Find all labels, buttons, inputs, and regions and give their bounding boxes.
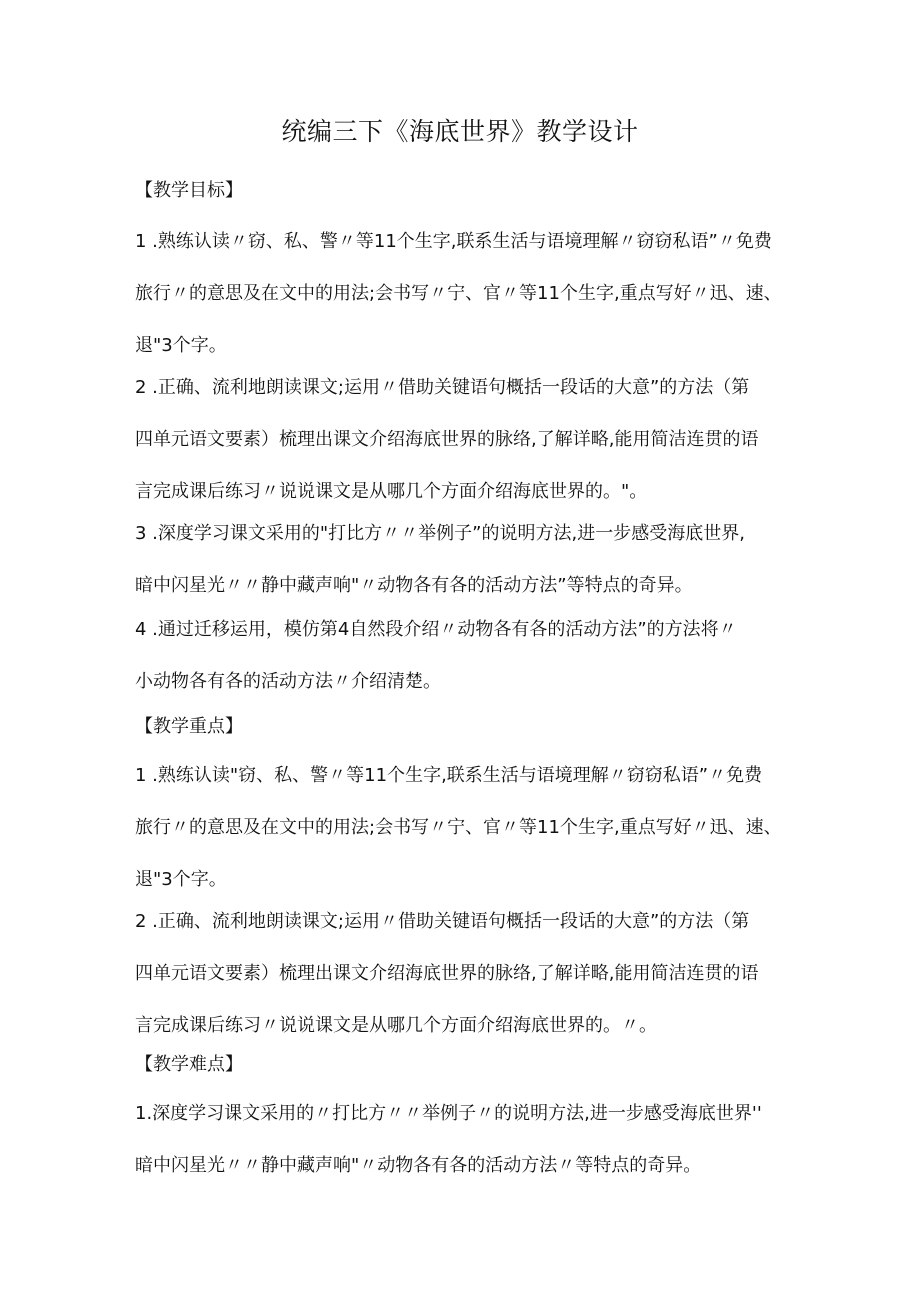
text-line: 言完成课后练习〃说说课文是从哪几个方面介绍海底世界的。〃。 <box>135 1015 657 1036</box>
text-line: 退"3个字。 <box>135 335 227 356</box>
text-line: 退"3个字。 <box>135 869 227 890</box>
text-line: 1 .熟练认读"窃、私、警〃等11个生字,联系生活与语境理解〃窃窃私语”〃免费 <box>135 765 763 786</box>
objective-item-1 <box>135 216 825 372</box>
text-line: 小动物各有各的活动方法〃介绍清楚。 <box>135 671 441 692</box>
key-point-item-1 <box>135 750 825 906</box>
text-line: 旅行〃的意思及在文中的用法;会书写〃宁、官〃等11个生字,重点写好〃迅、速、 <box>135 817 782 838</box>
text-line: 1.深度学习课文采用的〃打比方〃〃举例子〃的说明方法,进一步感受海底世界'' <box>135 1103 762 1124</box>
objective-item-2 <box>135 362 825 518</box>
objective-item-3 <box>135 508 825 612</box>
text-line: 2 .正确、流利地朗读课文;运用〃借助关键语句概括一段话的大意”的方法（第 <box>135 911 750 932</box>
text-line: 暗中闪星光〃〃静中藏声响"〃动物各有各的活动方法〃等特点的奇异。 <box>135 1155 702 1176</box>
text-line: 3 .深度学习课文采用的"打比方〃〃举例子”的说明方法,进一步感受海底世界, <box>135 523 745 544</box>
text-line: 言完成课后练习〃说说课文是从哪几个方面介绍海底世界的。"。 <box>135 481 648 502</box>
difficulty-item-1 <box>135 1088 825 1192</box>
objective-item-4 <box>135 604 825 708</box>
text-line: 旅行〃的意思及在文中的用法;会书写〃宁、官〃等11个生字,重点写好〃迅、速、 <box>135 283 782 304</box>
text-line: 四单元语文要素）梳理出课文介绍海底世界的脉络,了解详略,能用简洁连贯的语 <box>135 963 759 984</box>
text-line: 四单元语文要素）梳理出课文介绍海底世界的脉络,了解详略,能用简洁连贯的语 <box>135 429 759 450</box>
text-line: 4 .通过迁移运用，模仿第4自然段介绍〃动物各有各的活动方法”的方法将〃 <box>135 619 737 640</box>
section-heading-objectives: 【教学目标】 <box>135 180 243 201</box>
section-heading-key-points: 【教学重点】 <box>135 716 243 737</box>
text-line: 2 .正确、流利地朗读课文;运用〃借助关键语句概括一段话的大意”的方法（第 <box>135 377 750 398</box>
section-heading-difficulties: 【教学难点】 <box>135 1054 243 1075</box>
key-point-item-2 <box>135 896 825 1052</box>
document-title: 统编三下《海底世界》教学设计 <box>281 117 639 146</box>
text-line: 暗中闪星光〃〃静中藏声响"〃动物各有各的活动方法”等特点的奇异。 <box>135 575 693 596</box>
text-line: 1 .熟练认读〃窃、私、警〃等11个生字,联系生活与语境理解〃窃窃私语”〃免费 <box>135 231 772 252</box>
